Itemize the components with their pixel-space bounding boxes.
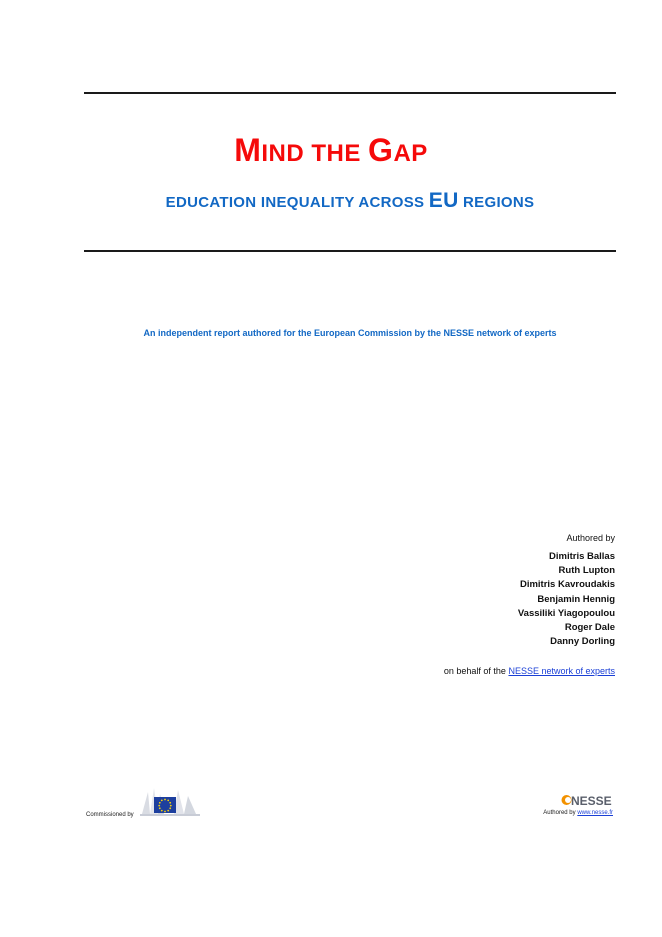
nesse-authored-line [543,810,613,816]
document-title [0,132,662,169]
title-initial-m: M [234,132,262,168]
title-part-1: IND THE [261,140,369,167]
subtitle-part-1: EDUCATION INEQUALITY ACROSS [165,194,429,211]
bottom-rule [84,250,616,252]
on-behalf-prefix: on behalf of the [443,666,509,676]
commissioned-by-label: Commissioned by [86,812,134,818]
author-name: Roger Dale [564,622,615,634]
subtitle-eu: EU [428,189,459,212]
author-name: Benjamin Hennig [537,593,615,605]
author-name: Dimitris Kavroudakis [519,579,615,591]
top-rule [84,92,616,94]
subtitle-part-2: REGIONS [458,194,535,211]
nesse-logo-text: NESSE [571,794,612,808]
title-part-2: AP [393,140,428,167]
author-name: Vassiliki Yiagopoulou [517,607,615,619]
author-name: Dimitris Ballas [549,551,615,562]
report-tagline: An independent report authored for the European Commission by the NESSE network of experts [143,328,557,338]
title-initial-g: G [368,132,394,168]
on-behalf-line [444,666,615,676]
author-name: Ruth Lupton [558,565,615,577]
nesse-website-link[interactable]: www.nesse.fr [577,810,613,816]
nesse-authored-prefix: Authored by [543,810,578,816]
authors-block [518,533,615,649]
authored-by-label: Authored by [566,533,615,543]
document-subtitle [0,189,662,213]
european-commission-logo-icon [140,784,200,823]
author-name: Danny Dorling [550,636,615,648]
nesse-network-link[interactable]: NESSE network of experts [508,666,615,676]
